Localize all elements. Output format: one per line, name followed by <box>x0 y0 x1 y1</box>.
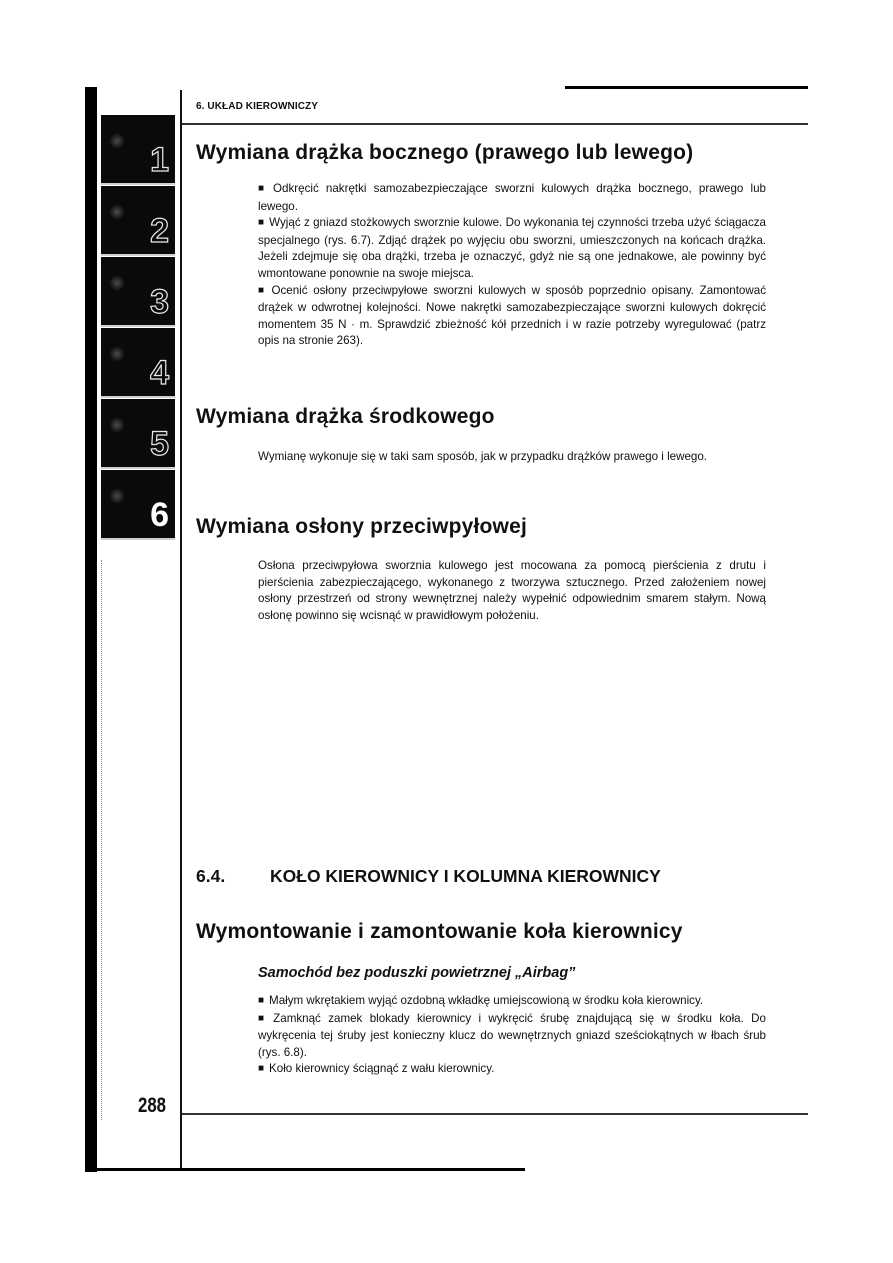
chapter-tab-6[interactable] <box>101 470 175 540</box>
chapter-tab-2[interactable] <box>101 186 175 256</box>
bullet-paragraph <box>258 993 766 1011</box>
bullet-paragraph <box>258 1011 766 1062</box>
chapter-tab-3[interactable] <box>101 257 175 327</box>
chapter-tab-4[interactable] <box>101 328 175 398</box>
subsection-heading: Wymontowanie i zamontowanie koła kierownicy <box>196 920 683 943</box>
chapter-tab-number: 5 <box>150 425 169 463</box>
chapter-tab-1[interactable] <box>101 115 175 185</box>
running-head: 6. UKŁAD KIEROWNICZY <box>196 101 318 112</box>
paragraph <box>258 449 766 466</box>
footer-rule <box>182 1113 808 1115</box>
paragraph <box>258 558 766 624</box>
texture <box>109 133 125 149</box>
chapter-tab-number: 2 <box>150 212 169 250</box>
chapter-tab-number: 1 <box>150 141 169 179</box>
paragraph-text: Koło kierownicy ściągnąć z wału kierownicy. <box>269 1062 495 1076</box>
page-number: 288 <box>138 1094 167 1117</box>
chapter-section-title: KOŁO KIEROWNICY I KOLUMNA KIEROWNICY <box>270 866 661 886</box>
section-heading: Wymiana osłony przeciwpyłowej <box>196 515 528 538</box>
paragraph-text: Ocenić osłony przeciwpyłowe sworzni kulowych w sposób poprzednio opisany. Zamontować drążek w odwrotnej kolejności. Nowe nakrętki samozabezpieczające sworzni kulowych dokręcić momentem 35 N · m. Sprawdzić zbieżność kół przednich i w razie potrzeby wyregulować (patrz opis na stronie 263). <box>258 283 766 348</box>
chapter-tab-number: 6 <box>150 496 169 534</box>
texture <box>109 346 125 362</box>
section-heading: Wymiana drążka środkowego <box>196 405 495 428</box>
texture <box>109 417 125 433</box>
bullet-paragraph <box>258 283 766 350</box>
section-body <box>258 181 766 350</box>
paragraph-text: Odkręcić nakrętki samozabezpieczające sworzni kulowych drążka bocznego, prawego lub lewego. <box>258 182 766 213</box>
section-body <box>258 558 766 624</box>
chapter-section-heading <box>196 866 661 887</box>
top-rule <box>565 86 808 89</box>
texture <box>109 488 125 504</box>
section-heading: Wymiana drążka bocznego (prawego lub lewego) <box>196 141 694 164</box>
bottom-rule <box>85 1168 525 1171</box>
paragraph-text: Małym wkrętakiem wyjąć ozdobną wkładkę umiejscowioną w środku koła kierownicy. <box>269 994 704 1007</box>
bullet-paragraph <box>258 1061 766 1079</box>
paragraph-text: Zamknąć zamek blokady kierownicy i wykręcić śrubę znajdującą się w środku koła. Do wykręcenia tej śruby jest konieczny klucz do wewnętrznych gniazd sześciokątnych w łbach śrub (rys. 6.8). <box>258 1011 766 1059</box>
page-left-bar <box>85 87 97 1172</box>
header-rule <box>182 123 808 125</box>
paragraph-text: Wyjąć z gniazd stożkowych sworznie kulowe. Do wykonania tej czynności trzeba użyć ściągacza specjalnego (rys. 6.7). Zdjąć drążek po wyjęciu obu sworzni, umieszczonych na końcach drążka. Jeżeli zdejmuje się oba drążki, trzeba je oznaczyć, gdyż nie są one jednakowe, ale powinny być wmontowane ponownie na swoje miejsca. <box>258 216 767 280</box>
section-body <box>258 449 766 466</box>
column-rule <box>180 90 182 1170</box>
bullet-paragraph <box>258 215 766 282</box>
texture <box>109 275 125 291</box>
chapter-section-number: 6.4. <box>196 866 226 886</box>
bullet-paragraph <box>258 181 766 215</box>
chapter-tab-number: 4 <box>150 354 169 392</box>
subsection-subheading: Samochód bez poduszki powietrznej „Airbag” <box>258 965 576 981</box>
paragraph-text: Osłona przeciwpyłowa sworznia kulowego jest mocowana za pomocą pierścienia z drutu i pierścienia zabezpieczającego, wykonanego z tworzywa sztucznego. Przed założeniem nowej osłony przestrzeń od strony wewnętrznej należy wypełnić odpowiednim smarem stałym. Nową osłonę powinno się wcisnąć w prawidłowym położeniu. <box>258 559 766 622</box>
chapter-tabs <box>101 115 175 541</box>
chapter-tab-number: 3 <box>150 283 169 321</box>
texture <box>109 204 125 220</box>
chapter-tab-5[interactable] <box>101 399 175 469</box>
subsection-body <box>258 993 766 1079</box>
paragraph-text: Wymianę wykonuje się w taki sam sposób, jak w przypadku drążków prawego i lewego. <box>258 450 708 463</box>
page-left-dotted-edge <box>101 560 103 1120</box>
